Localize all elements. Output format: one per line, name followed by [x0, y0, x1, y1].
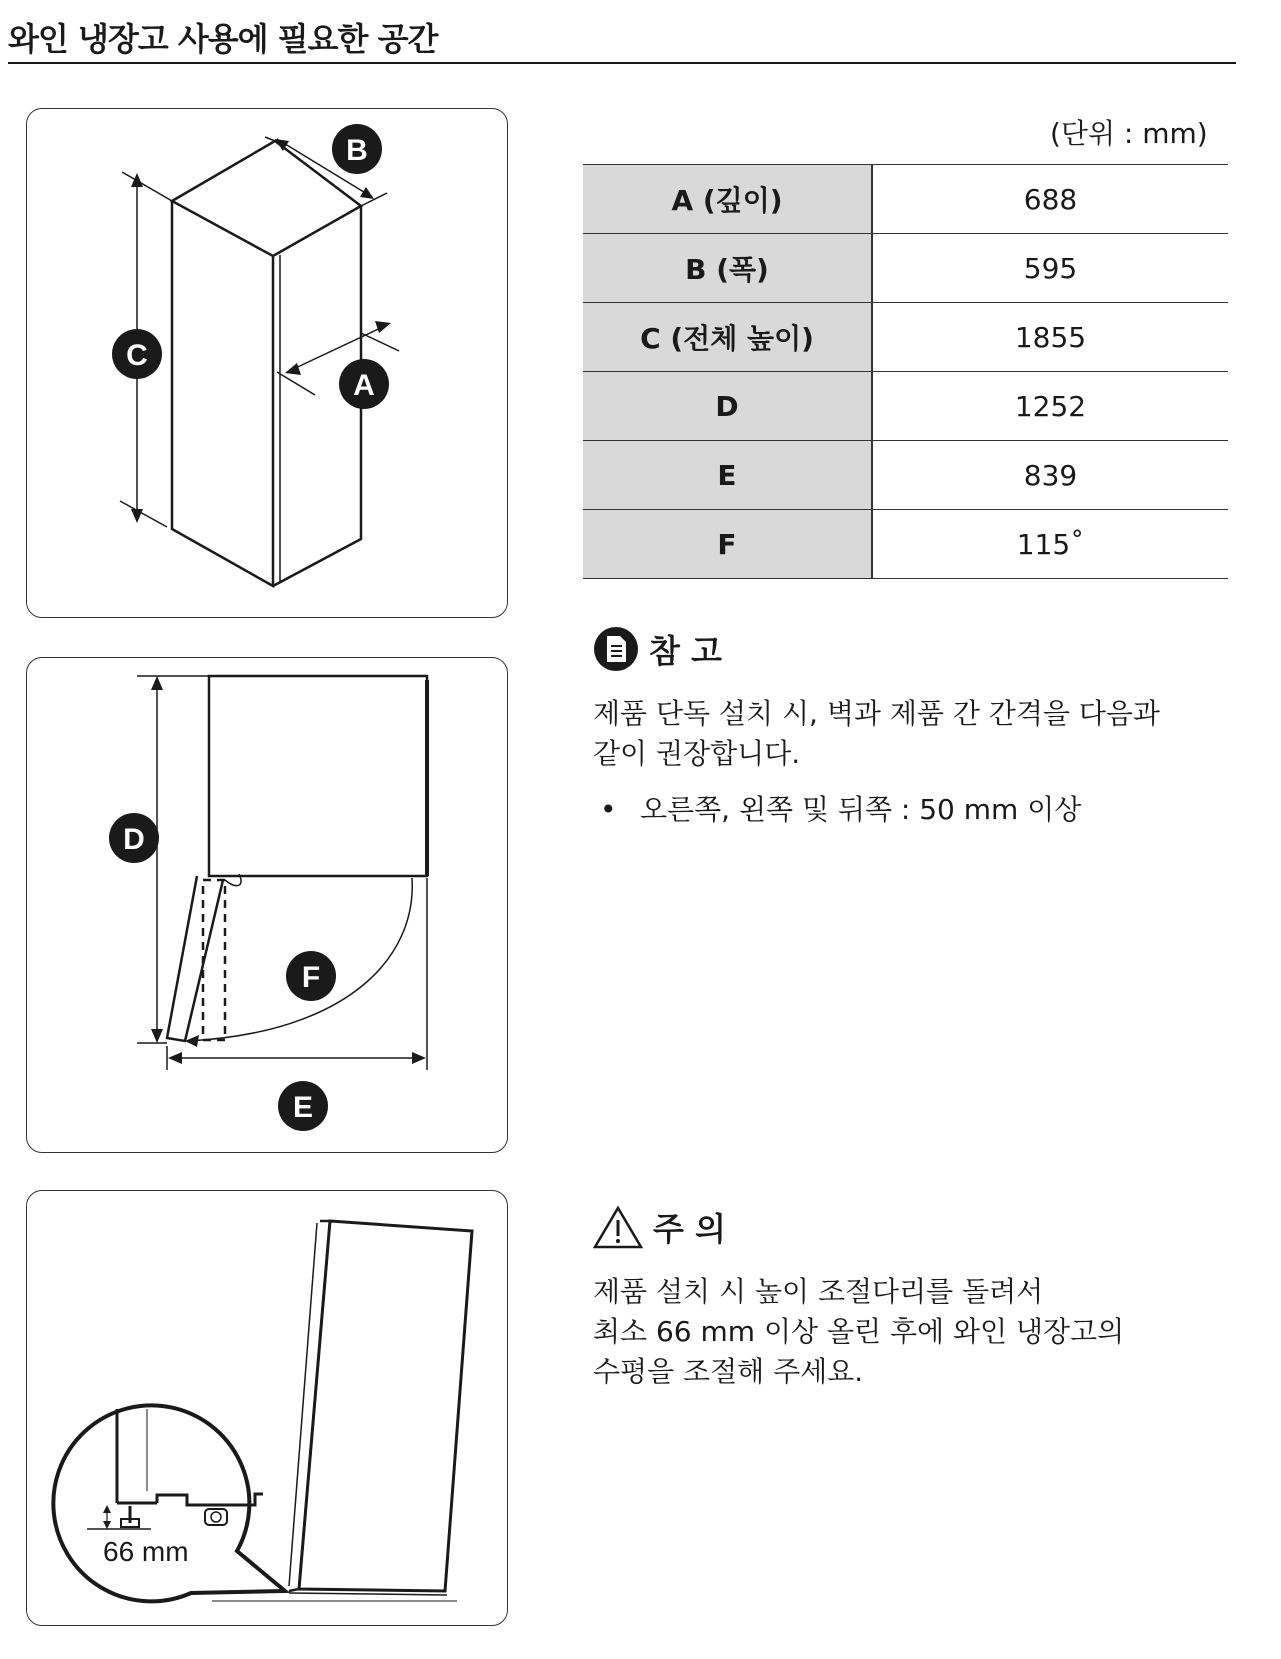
dimension-table — [583, 164, 1228, 579]
label-e: E — [292, 1091, 314, 1124]
dimension-value: 1252 — [872, 372, 1228, 441]
label-a-badge — [339, 359, 389, 409]
caution-heading — [593, 1204, 726, 1250]
label-f: F — [301, 961, 321, 994]
label-d-badge — [109, 813, 159, 863]
door-clearance-panel — [26, 657, 508, 1153]
label-f-badge — [286, 951, 336, 1001]
dimension-label: D — [583, 372, 872, 441]
page-title: 와인 냉장고 사용에 필요한 공간 — [8, 20, 438, 58]
caution-text — [593, 1272, 1124, 1392]
note-heading-text: 참 고 — [649, 632, 722, 670]
note-heading — [593, 626, 722, 672]
warning-triangle-icon — [593, 1205, 643, 1249]
leg-height-label: 66 mm — [103, 1536, 189, 1567]
fridge-isometric-illustration — [27, 109, 507, 617]
caution-heading-text: 주 의 — [653, 1210, 726, 1248]
title-divider — [8, 62, 1236, 64]
table-row — [583, 165, 1228, 234]
dimension-value: 115˚ — [872, 510, 1228, 579]
dimension-label: C (전체 높이) — [583, 303, 872, 372]
label-e-badge — [278, 1081, 328, 1131]
label-d: D — [123, 823, 145, 856]
dimension-label: B (폭) — [583, 234, 872, 303]
table-row — [583, 303, 1228, 372]
dimension-value: 1855 — [872, 303, 1228, 372]
note-text — [593, 694, 1160, 774]
label-c: C — [126, 339, 148, 372]
note-bullet: • 오른쪽, 왼쪽 및 뒤쪽 : 50 mm 이상 — [600, 793, 1082, 826]
caution-line: 수평을 조절해 주세요. — [593, 1355, 864, 1388]
dimension-value: 839 — [872, 441, 1228, 510]
note-line: 제품 단독 설치 시, 벽과 제품 간 간격을 다음과 — [593, 697, 1160, 730]
note-line: 같이 권장합니다. — [593, 737, 801, 770]
label-b: B — [346, 134, 368, 167]
caution-line: 제품 설치 시 높이 조절다리를 돌려서 — [593, 1275, 1044, 1308]
dimension-diagram-panel — [26, 108, 508, 618]
table-row — [583, 234, 1228, 303]
table-row — [583, 372, 1228, 441]
dimension-value: 688 — [872, 165, 1228, 234]
table-row — [583, 510, 1228, 579]
dimension-value: 595 — [872, 234, 1228, 303]
note-bullet-text: 오른쪽, 왼쪽 및 뒤쪽 : 50 mm 이상 — [640, 793, 1082, 826]
unit-label: (단위 : mm) — [1050, 117, 1208, 150]
caution-line: 최소 66 mm 이상 올린 후에 와인 냉장고의 — [593, 1315, 1125, 1348]
dimension-label: A (깊이) — [583, 165, 872, 234]
dimension-label: E — [583, 441, 872, 510]
fridge-top-view-illustration — [27, 658, 507, 1152]
table-row — [583, 441, 1228, 510]
dimension-label: F — [583, 510, 872, 579]
label-b-badge — [332, 124, 382, 174]
label-a: A — [353, 369, 375, 402]
leveling-leg-panel — [26, 1190, 508, 1626]
label-c-badge — [112, 329, 162, 379]
note-document-icon — [593, 626, 639, 672]
fridge-tilt-illustration — [27, 1191, 507, 1625]
